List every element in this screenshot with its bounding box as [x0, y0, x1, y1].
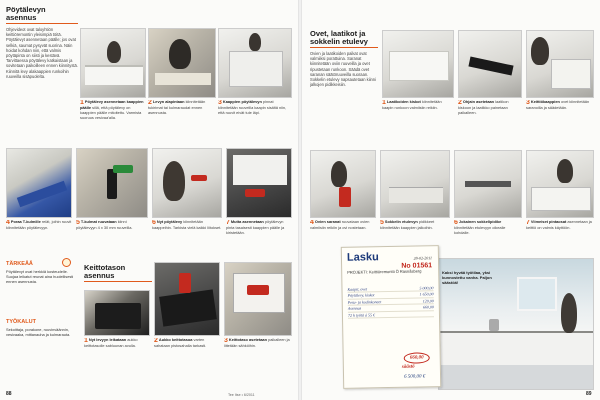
caption-r-step-1 — [382, 100, 454, 144]
caption-text: sillä, että pöytälevy on kaappien päälle mitoitettu. Varmista suoruus vesivaa'alla. — [80, 105, 142, 120]
caption-bold: Nyt levyyn leikataan — [88, 338, 127, 342]
tools-title: TYÖKALUT — [6, 319, 36, 325]
caption-bold: Poraa T-kulmille — [10, 220, 41, 224]
caption-bold: Keittotaso asetetaan — [228, 338, 267, 342]
caption-text: reiät, joihin ruuvit kiinnitetään pöytälevyyn. — [6, 220, 72, 230]
invoice-number-value: 01561 — [412, 262, 433, 270]
caption-number: 5 — [380, 220, 384, 226]
photo-r-step-6 — [454, 150, 522, 218]
footer-brand: Tee Itse • 6/2011 — [228, 393, 255, 397]
photo-cooktop-1 — [84, 290, 150, 336]
caption-number: 3 — [526, 100, 530, 106]
section2-title-line2: asennus — [84, 271, 115, 280]
section2-title — [84, 264, 152, 282]
caption-text: pöytälevyn pinta tasaisesti kaappien päälle ja kiristetään. — [226, 220, 285, 235]
caption-bold: Aukko keittotasoa — [158, 338, 193, 342]
section1-title-line2: asennus — [6, 13, 37, 22]
caption-step-6 — [152, 220, 222, 256]
caption-text: pidikkeet kiinnitetään kaappien jalkoihin. — [380, 220, 435, 230]
caption-bold: Ohjain asetetaan — [462, 100, 495, 104]
caption-bold: Nyt pöytälevy — [156, 220, 183, 224]
invoice-number-label: No — [401, 262, 411, 270]
right-title-line2: sokkelin etulevy — [310, 37, 368, 46]
caption-step-4 — [6, 220, 72, 256]
photo-r-step-5 — [380, 150, 450, 218]
caption-bold: Viimeiset pintaosat — [530, 220, 567, 224]
invoice-stamp: 660,00 — [404, 352, 430, 363]
caption-text: ruuvataan ovien valmiisiin reikiin ja ovi nostetaan. — [310, 220, 370, 230]
right-section-text-column — [310, 30, 378, 164]
invoice-number — [401, 262, 432, 270]
tip-title: TÄRKEÄÄ — [6, 261, 33, 267]
right-section-title — [310, 30, 378, 48]
caption-step-2 — [148, 100, 216, 142]
caption-bold: Jokainen sokkelipidike — [458, 220, 502, 224]
caption-number: 1 — [382, 100, 386, 106]
caption-number: 1 — [80, 100, 84, 106]
section1-title-line1: Pöytälevyn — [6, 6, 46, 14]
caption-bold: Keittiökaappien — [530, 100, 560, 104]
caption-number: 6 — [152, 220, 156, 226]
tip-text: Pöytälevyt ovat herkkiä kosteudelle. Suojaa leikatut reunat aina huolellisesti ennen asennusta. — [6, 269, 74, 284]
caption-r-step-6 — [454, 220, 522, 256]
caption-step-7 — [226, 220, 292, 256]
photo-cooktop-3 — [224, 262, 292, 336]
caption-step-3 — [218, 100, 292, 142]
invoice-total: 6 500,00 € — [404, 374, 426, 380]
invoice-line-item: Kaapit, ovet — [347, 286, 368, 292]
caption-text: kiinni pöytälevyyn 4 x 30 mm ruuveilla. — [76, 220, 133, 230]
caption-number: 6 — [454, 220, 458, 226]
photo-r-step-1 — [382, 30, 454, 98]
caption-text: kiinnitetään kaappeihin. Tarkista vielä kaikki liitokset. — [152, 220, 222, 230]
photo-r-step-4 — [310, 150, 376, 218]
photo-step-3 — [218, 28, 292, 98]
tools-text: Sekoittaja, porakone, ruuvinväännin, vesivaaka, mittanauha ja kulmarauta. — [6, 327, 71, 337]
invoice-line — [348, 311, 434, 319]
photo-r-step-3 — [526, 30, 594, 98]
invoice-line-item: Pöytälevy, kiskot — [347, 292, 375, 299]
section1-body: Ohjevideot ovat taloyhtiön keittiöremontin yleisimpiä töitä. Pöytälevyt asennetaan päälle; jos ovat selkiä, saumat pysyvät suorina. Näin hoidat kohdan niin, että valmis pöytäpinta on siisti ja kestävä. Tarvittaessa pöytälevy katkaistaan ja sovitetaan paikoilleen ennen kiinnitystä. Kiinnitä levy alakaappien runkoihin ruuveilla sisäpuolelta. — [6, 27, 78, 79]
caption-cooktop-1 — [84, 338, 150, 388]
caption-number: 3 — [218, 100, 222, 106]
caption-number: 7 — [226, 220, 230, 226]
page-number-left: 88 — [6, 391, 12, 397]
section2-title-line1: Keittotason — [84, 264, 126, 272]
photo-step-4 — [6, 148, 72, 218]
invoice-line-amount: 1 650,00 — [419, 291, 434, 297]
caption-r-step-2 — [458, 100, 522, 144]
caption-bold: Ovien saranat — [314, 220, 341, 224]
caption-text: kiinnitetään tukirimat tai kulmaraudat ennen asennusta. — [148, 100, 206, 115]
invoice-project: PROJEKTI: Keittiöremontti Ö Rasnåsberg — [347, 268, 422, 275]
caption-bold: Levyn alapintaan — [152, 100, 185, 104]
invoice-lines — [347, 285, 434, 318]
tip-box — [6, 262, 76, 318]
invoice-line-item: 72 h työtä á 55 € — [347, 311, 375, 318]
caption-bold: Laatikoiden kiskot — [386, 100, 421, 104]
invoice-line-amount: 660,00 — [422, 304, 434, 310]
right-section-body: Ovien ja laatikoiden paikat ovat valmiiksi porattuina. Saranat kiinnitetään oviin ruuveilla ja ovet ripustetaan runkoon. Säädä ovet saranan säätöruuveilla suoraan. Sokkelin etulevy napsautetaan kiinni jalkojen pidikkeisiin. — [310, 51, 376, 88]
invoice-date: 28-02-2011 — [413, 255, 433, 261]
caption-number: 3 — [224, 338, 228, 344]
caption-bold: Pöytälevy asennetaan kaappien päälle — [80, 100, 144, 110]
caption-cooktop-2 — [154, 338, 220, 388]
invoice-title: Lasku — [346, 251, 379, 264]
caption-text: paikalleen ja liitetään sähköihin. — [224, 338, 290, 348]
speech-text: Kaksi hyvää työtilaa, yksi kunnostettu vanha. Paljon säästöä! — [442, 270, 492, 286]
caption-number: 1 — [84, 338, 88, 344]
caption-text: pinnat kiinnitetään ruuveilla kaapin sisältä niin, että ruuvit eivät tule läpi. — [218, 100, 287, 115]
caption-number: 5 — [76, 220, 80, 226]
invoice-line-item: Pesu- ja kodinkoneet — [347, 298, 382, 305]
photo-r-step-2 — [458, 30, 522, 98]
caption-number: 2 — [148, 100, 152, 106]
caption-text: aukko keittotasolle sabluunan avulla. — [84, 338, 138, 348]
left-page — [0, 0, 298, 400]
caption-bold: Sokkelin etulevyn — [384, 220, 418, 224]
tools-box — [6, 320, 76, 390]
caption-text: ovet kiinnitetään saranoilla ja säädetään. — [526, 100, 590, 110]
invoice-card — [341, 245, 441, 389]
caption-bold: Mutta asennetaan — [230, 220, 264, 224]
caption-text: kiinnitetään kaapin runkoon valmiisiin reikiin. — [382, 100, 442, 110]
invoice-savings-label: säästö — [401, 364, 415, 370]
caption-text: asennetaan ja keittiö on valmis käyttöön. — [526, 220, 592, 230]
caption-number: 2 — [458, 100, 462, 106]
invoice-line-amount: 120,00 — [422, 298, 434, 304]
page-number-right: 89 — [586, 391, 592, 397]
photo-step-2 — [148, 28, 216, 98]
caption-number: 4 — [310, 220, 314, 226]
caption-step-1 — [80, 100, 146, 142]
section1-title — [6, 6, 78, 24]
caption-bold: Kaappien pöytälevyn — [222, 100, 262, 104]
caption-r-step-3 — [526, 100, 594, 144]
photo-step-6 — [152, 148, 222, 218]
photo-step-1 — [80, 28, 146, 98]
photo-r-step-7 — [526, 150, 594, 218]
caption-number: 7 — [526, 220, 530, 226]
section1-text-column — [6, 6, 78, 144]
invoice-line-item: Asennus — [347, 305, 362, 311]
caption-r-step-7 — [526, 220, 594, 256]
caption-text: kiinnitetään etulevyyn oikealle kohdalle. — [454, 225, 506, 235]
caption-step-5 — [76, 220, 148, 256]
photo-step-7 — [226, 148, 292, 218]
photo-step-5 — [76, 148, 148, 218]
photo-cooktop-2 — [154, 262, 220, 336]
caption-number: 2 — [154, 338, 158, 344]
right-title-line1: Ovet, laatikot ja — [310, 30, 366, 38]
caption-text: laatikon kiskoon ja laatikko painetaan paikalleen. — [458, 100, 509, 115]
invoice-line-amount: 5 000,00 — [419, 285, 434, 291]
caption-cooktop-3 — [224, 338, 292, 388]
caption-text: varten sahataan pistosahalla tarkasti. — [154, 338, 207, 348]
caption-bold: T-kulmat ruuvataan — [80, 220, 117, 224]
caption-number: 4 — [6, 220, 10, 226]
